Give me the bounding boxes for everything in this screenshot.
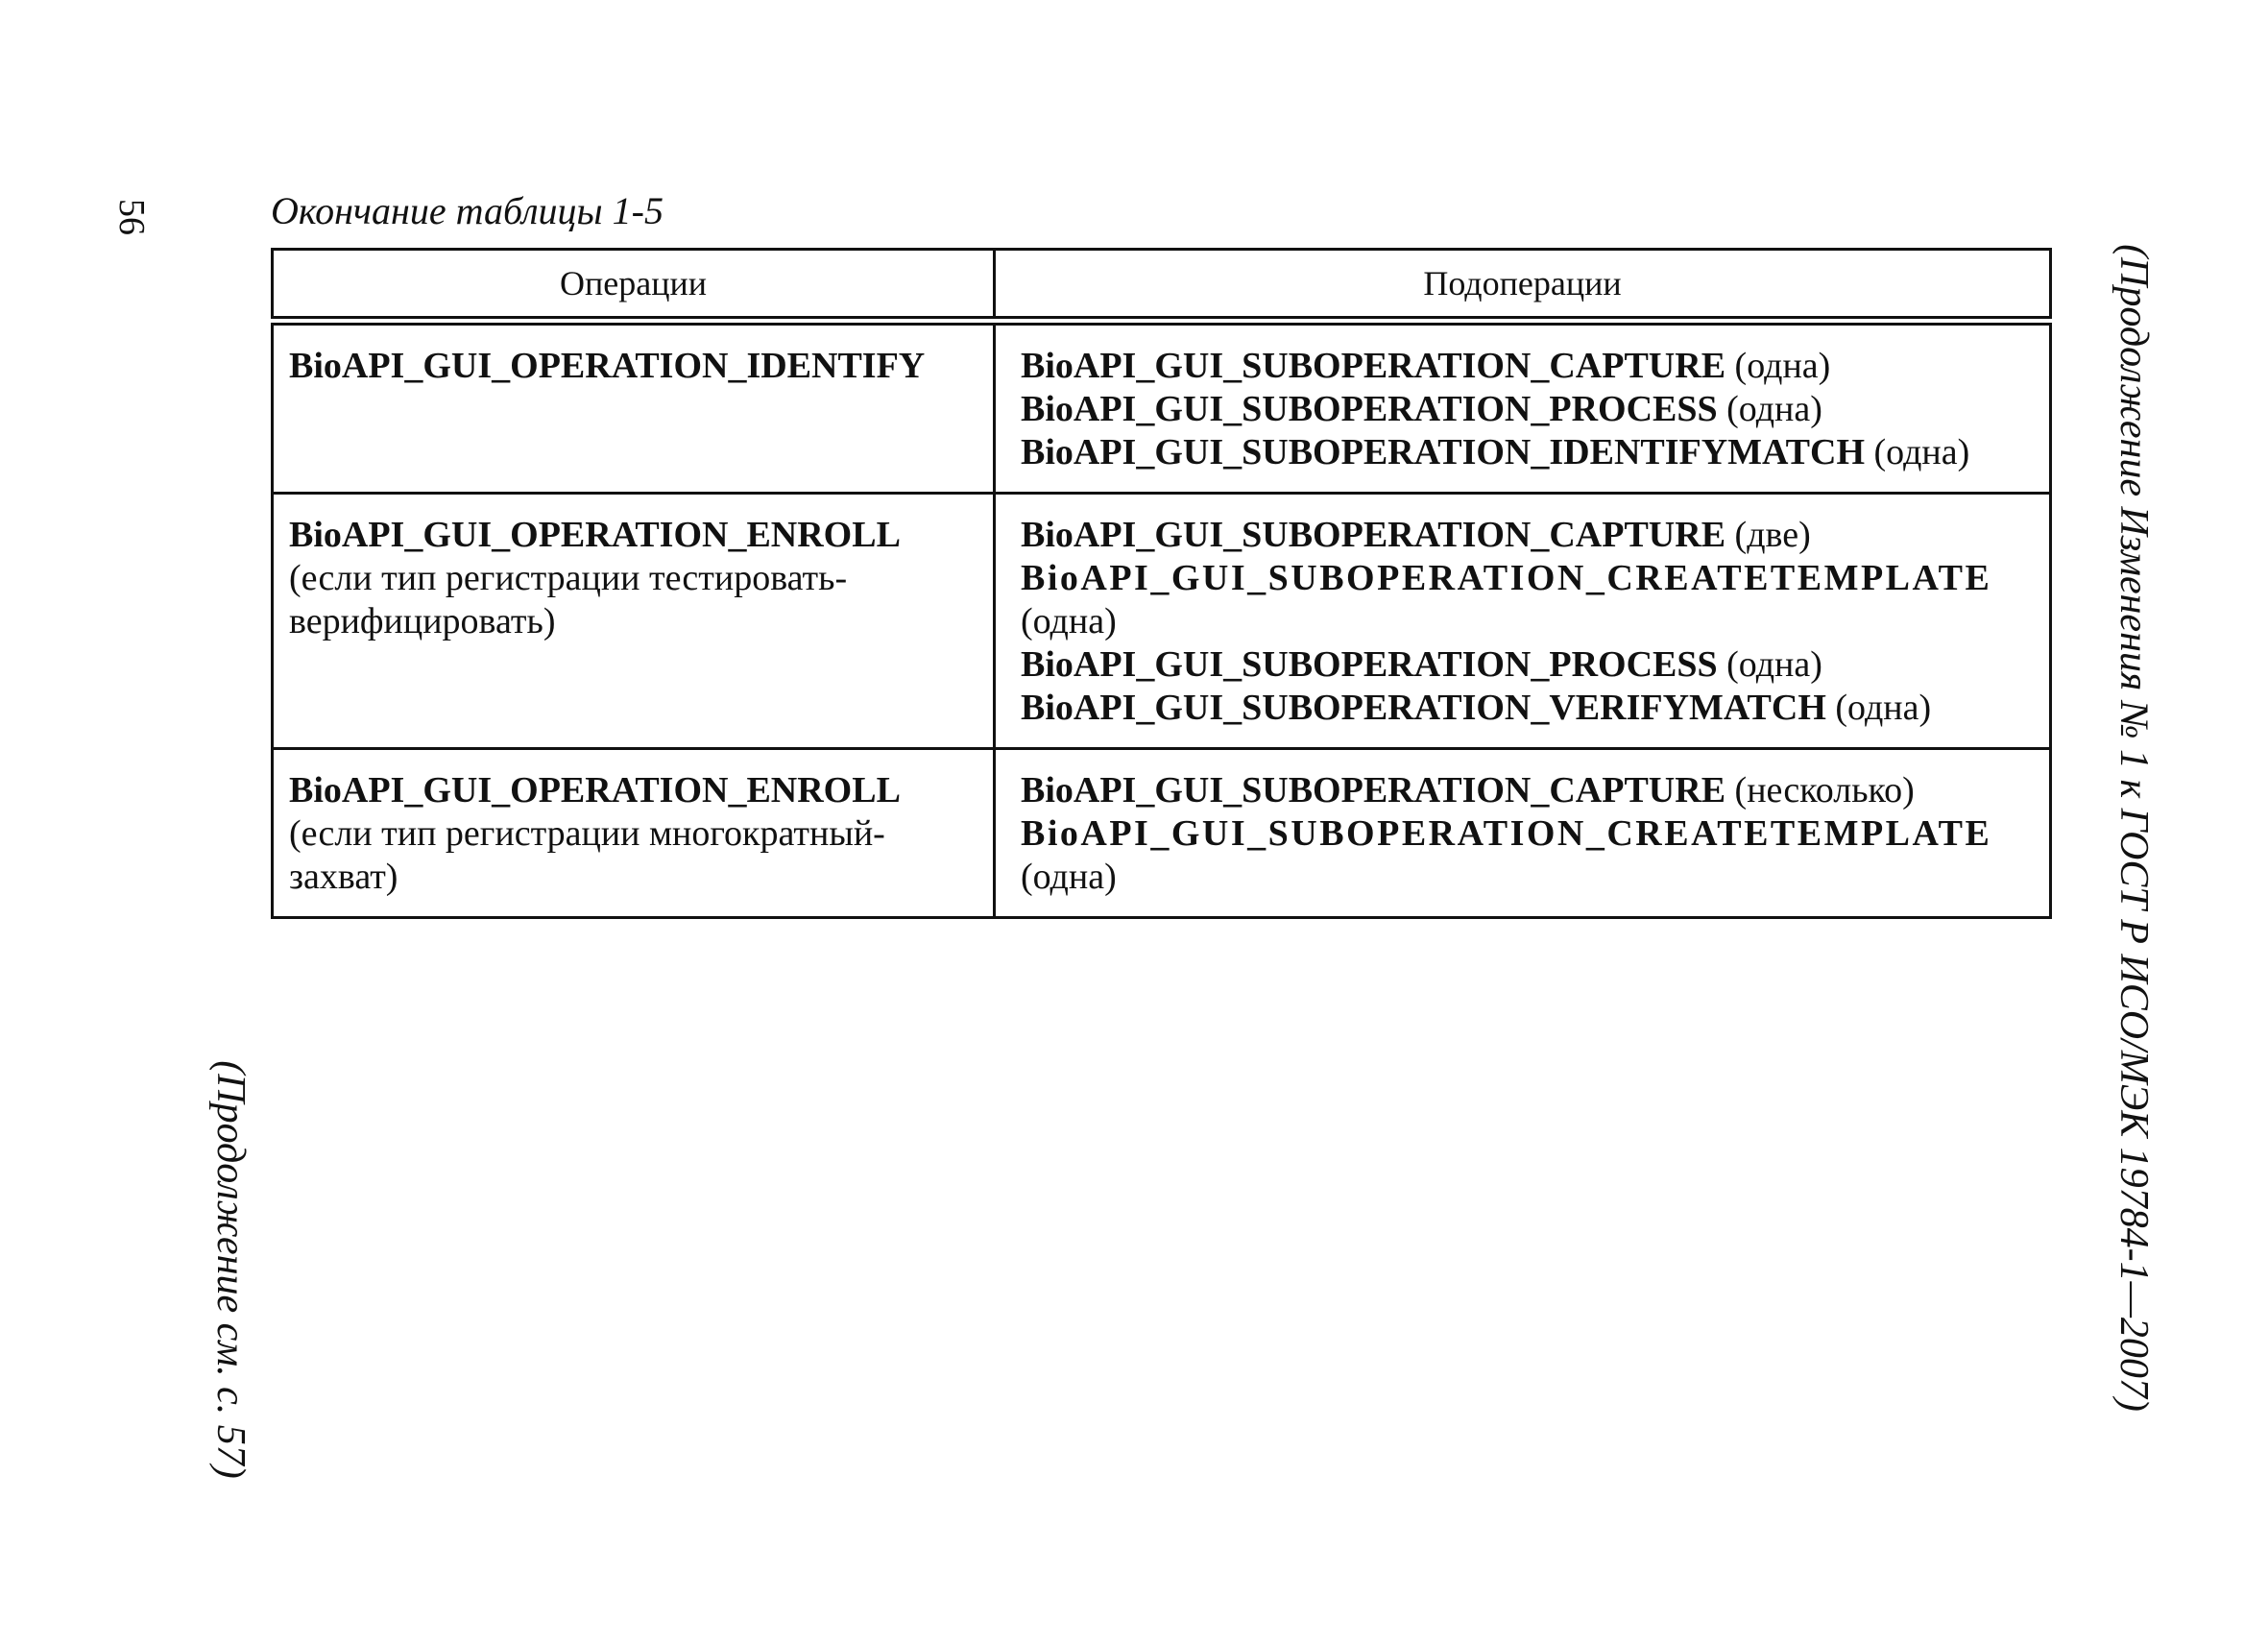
suboperation-count: (две) — [1725, 515, 1811, 555]
suboperations-cell — [995, 749, 2051, 918]
right-margin-note-text: (Продолжение Изменения № 1 к ГОСТ Р ИСО/МЭК 19784-1—2007) — [2111, 244, 2156, 1412]
suboperation-line — [1021, 345, 2036, 388]
header-operations: Операции — [273, 250, 995, 322]
table-container — [271, 248, 2049, 919]
page-number-text: 56 — [111, 199, 152, 235]
suboperation-line — [1021, 600, 2036, 643]
suboperation-count: (одна) — [1865, 432, 1970, 472]
suboperation-name: BioAPI_GUI_SUBOPERATION_CREATETEMPLATE — [1021, 813, 1992, 854]
suboperation-line — [1021, 687, 2036, 730]
table-caption: Окончание таблицы 1-5 — [271, 189, 664, 232]
suboperation-count: (одна) — [1717, 389, 1822, 429]
operation-note: (если тип регистрации тестировать-верифицировать) — [289, 558, 848, 641]
suboperation-count: (одна) — [1021, 857, 1117, 897]
suboperation-line — [1021, 388, 2036, 431]
operation-name: BioAPI_GUI_OPERATION_ENROLL — [289, 770, 901, 810]
suboperation-count: (одна) — [1725, 346, 1831, 386]
table-row — [273, 494, 2051, 749]
suboperation-line — [1021, 431, 2036, 474]
suboperation-line — [1021, 856, 2036, 899]
suboperation-count: (одна) — [1021, 601, 1117, 641]
operation-name: BioAPI_GUI_OPERATION_IDENTIFY — [289, 346, 926, 386]
suboperation-name: BioAPI_GUI_SUBOPERATION_VERIFYMATCH — [1021, 688, 1826, 728]
suboperation-name: BioAPI_GUI_SUBOPERATION_IDENTIFYMATCH — [1021, 432, 1866, 472]
operation-name: BioAPI_GUI_OPERATION_ENROLL — [289, 515, 901, 555]
table-row — [273, 749, 2051, 918]
operations-table — [271, 248, 2052, 919]
operation-note: (если тип регистрации многократный-захват) — [289, 813, 885, 897]
suboperation-name: BioAPI_GUI_SUBOPERATION_CREATETEMPLATE — [1021, 558, 1992, 598]
suboperation-name: BioAPI_GUI_SUBOPERATION_CAPTURE — [1021, 515, 1726, 555]
header-suboperations: Подоперации — [995, 250, 2051, 322]
table-row — [273, 321, 2051, 494]
operation-cell — [273, 494, 995, 749]
suboperations-cell — [995, 321, 2051, 494]
operation-cell — [273, 749, 995, 918]
suboperation-name: BioAPI_GUI_SUBOPERATION_CAPTURE — [1021, 770, 1726, 810]
suboperation-name: BioAPI_GUI_SUBOPERATION_PROCESS — [1021, 389, 1718, 429]
continuation-note-text: (Продолжение см. с. 57) — [208, 1060, 253, 1479]
operation-cell — [273, 321, 995, 494]
suboperation-line — [1021, 812, 2036, 856]
suboperation-line — [1021, 643, 2036, 687]
suboperation-count: (несколько) — [1725, 770, 1915, 810]
suboperation-line — [1021, 769, 2036, 812]
suboperation-name: BioAPI_GUI_SUBOPERATION_CAPTURE — [1021, 346, 1726, 386]
suboperation-line — [1021, 557, 2036, 600]
suboperation-name: BioAPI_GUI_SUBOPERATION_PROCESS — [1021, 644, 1718, 685]
suboperation-count: (одна) — [1717, 644, 1822, 685]
table-header-row — [273, 250, 2051, 322]
suboperation-line — [1021, 514, 2036, 557]
suboperation-count: (одна) — [1825, 688, 1932, 728]
suboperations-cell — [995, 494, 2051, 749]
